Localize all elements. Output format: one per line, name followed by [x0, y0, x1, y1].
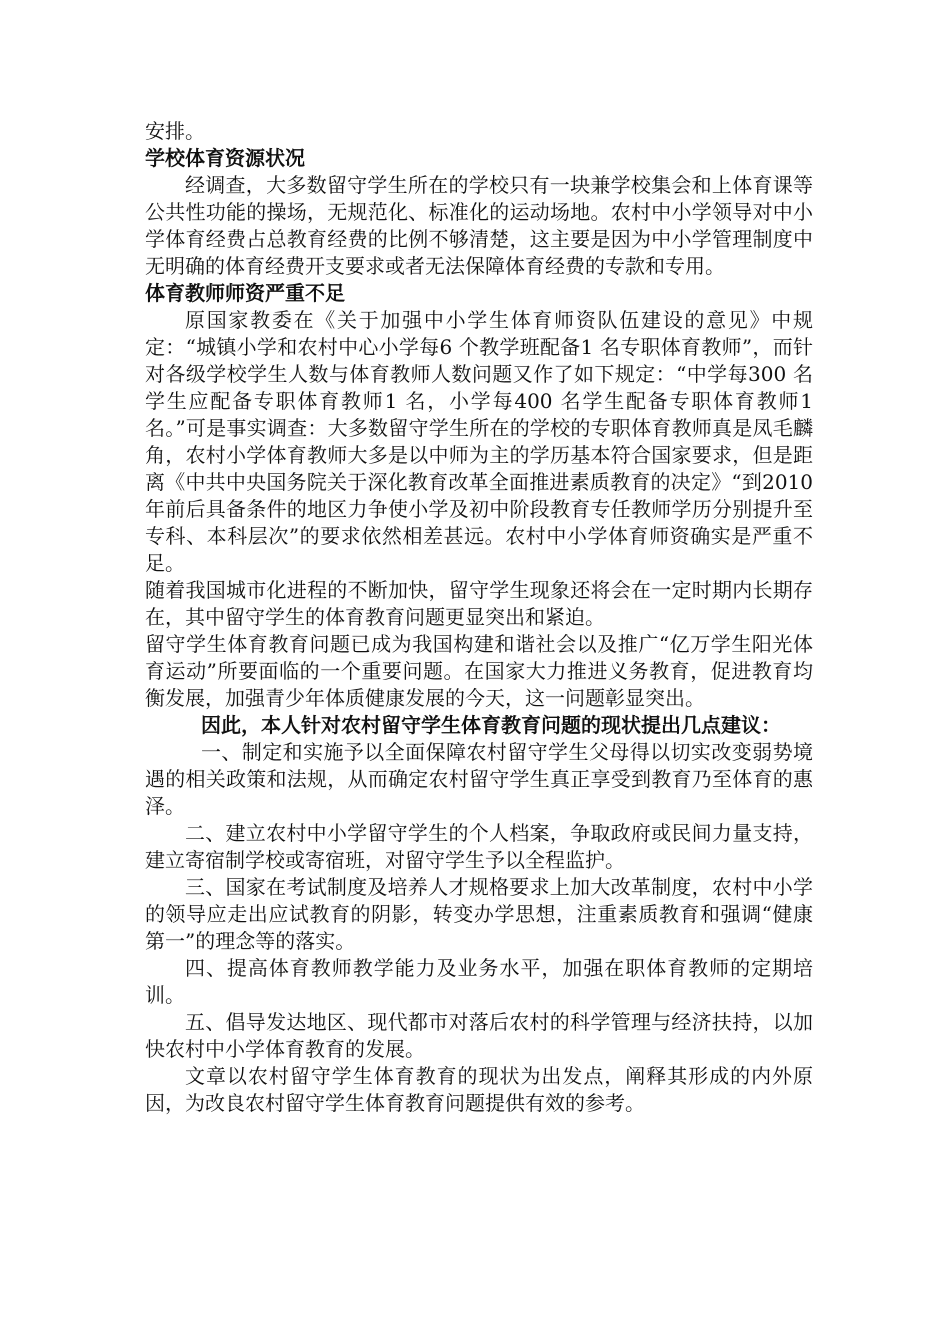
- conclusion-paragraph: 文章以农村留守学生体育教育的现状为出发点，阐释其形成的内外原因，为改良农村留守学生体育教育问题提供有效的参考。: [145, 1064, 813, 1115]
- section-heading-resources: 学校体育资源状况: [145, 146, 305, 170]
- proposal-intro: 因此，本人针对农村留守学生体育教育问题的现状提出几点建议：: [201, 713, 781, 737]
- section-body-teachers: 原国家教委在《关于加强中小学生体育师资队伍建设的意见》中规定：“城镇小学和农村中心小学每6 个教学班配备1 名专职体育教师”，而针对各级学校学生人数与体育教师人数问题又作了如下规定：“中学每300 名学生应配备专职体育教师1 名，小学每400 名学生配备专职体育教师1名。”可是事实调查：大多数留守学生所在的学校的专职体育教师真是凤毛麟角，农村小学体育教师大多是以中师为主的学历基本符合国家要求，但是距离《中共中央国务院关于深化教育改革全面推进素质教育的决定》“到2010 年前后具备条件的地区力争使小学及初中阶段教育专任教师学历分别提升至专科、本科层次”的要求依然相差甚远。农村中小学体育师资确实是严重不足。: [145, 308, 813, 575]
- summary-paragraph: 留守学生体育教育问题已成为我国构建和谐社会以及推广“亿万学生阳光体育运动”所要面临的一个重要问题。在国家大力推进义务教育，促进教育均衡发展，加强青少年体质健康发展的今天，这一问题彰显突出。: [145, 632, 813, 710]
- section-body-resources: 经调查，大多数留守学生所在的学校只有一块兼学校集会和上体育课等公共性功能的操场，无规范化、标准化的运动场地。农村中小学领导对中小学体育经费占总教育经费的比例不够清楚，这主要是因为中小学管理制度中无明确的体育经费开支要求或者无法保障体育经费的专款和专用。: [145, 173, 813, 278]
- fragment-top: 安排。: [145, 119, 205, 143]
- section-heading-teachers: 体育教师师资严重不足: [145, 281, 345, 305]
- proposal-item: 一、制定和实施予以全面保障农村留守学生父母得以切实改变弱势境遇的相关政策和法规，从而确定农村留守学生真正享受到教育乃至体育的惠泽。: [145, 740, 813, 818]
- document-page: [145, 118, 813, 1117]
- proposal-item: 三、国家在考试制度及培养人才规格要求上加大改革制度，农村中小学的领导应走出应试教育的阴影，转变办学思想，注重素质教育和强调“健康第一”的理念等的落实。: [145, 875, 813, 953]
- section-continuation-teachers: 随着我国城市化进程的不断加快，留守学生现象还将会在一定时期内长期存在，其中留守学生的体育教育问题更显突出和紧迫。: [145, 578, 813, 629]
- proposal-item: 五、倡导发达地区、现代都市对落后农村的科学管理与经济扶持，以加快农村中小学体育教育的发展。: [145, 1010, 813, 1061]
- proposal-item: 二、建立农村中小学留守学生的个人档案，争取政府或民间力量支持，建立寄宿制学校或寄宿班，对留守学生予以全程监护。: [145, 821, 813, 872]
- proposal-item: 四、提高体育教师教学能力及业务水平，加强在职体育教师的定期培训。: [145, 956, 813, 1007]
